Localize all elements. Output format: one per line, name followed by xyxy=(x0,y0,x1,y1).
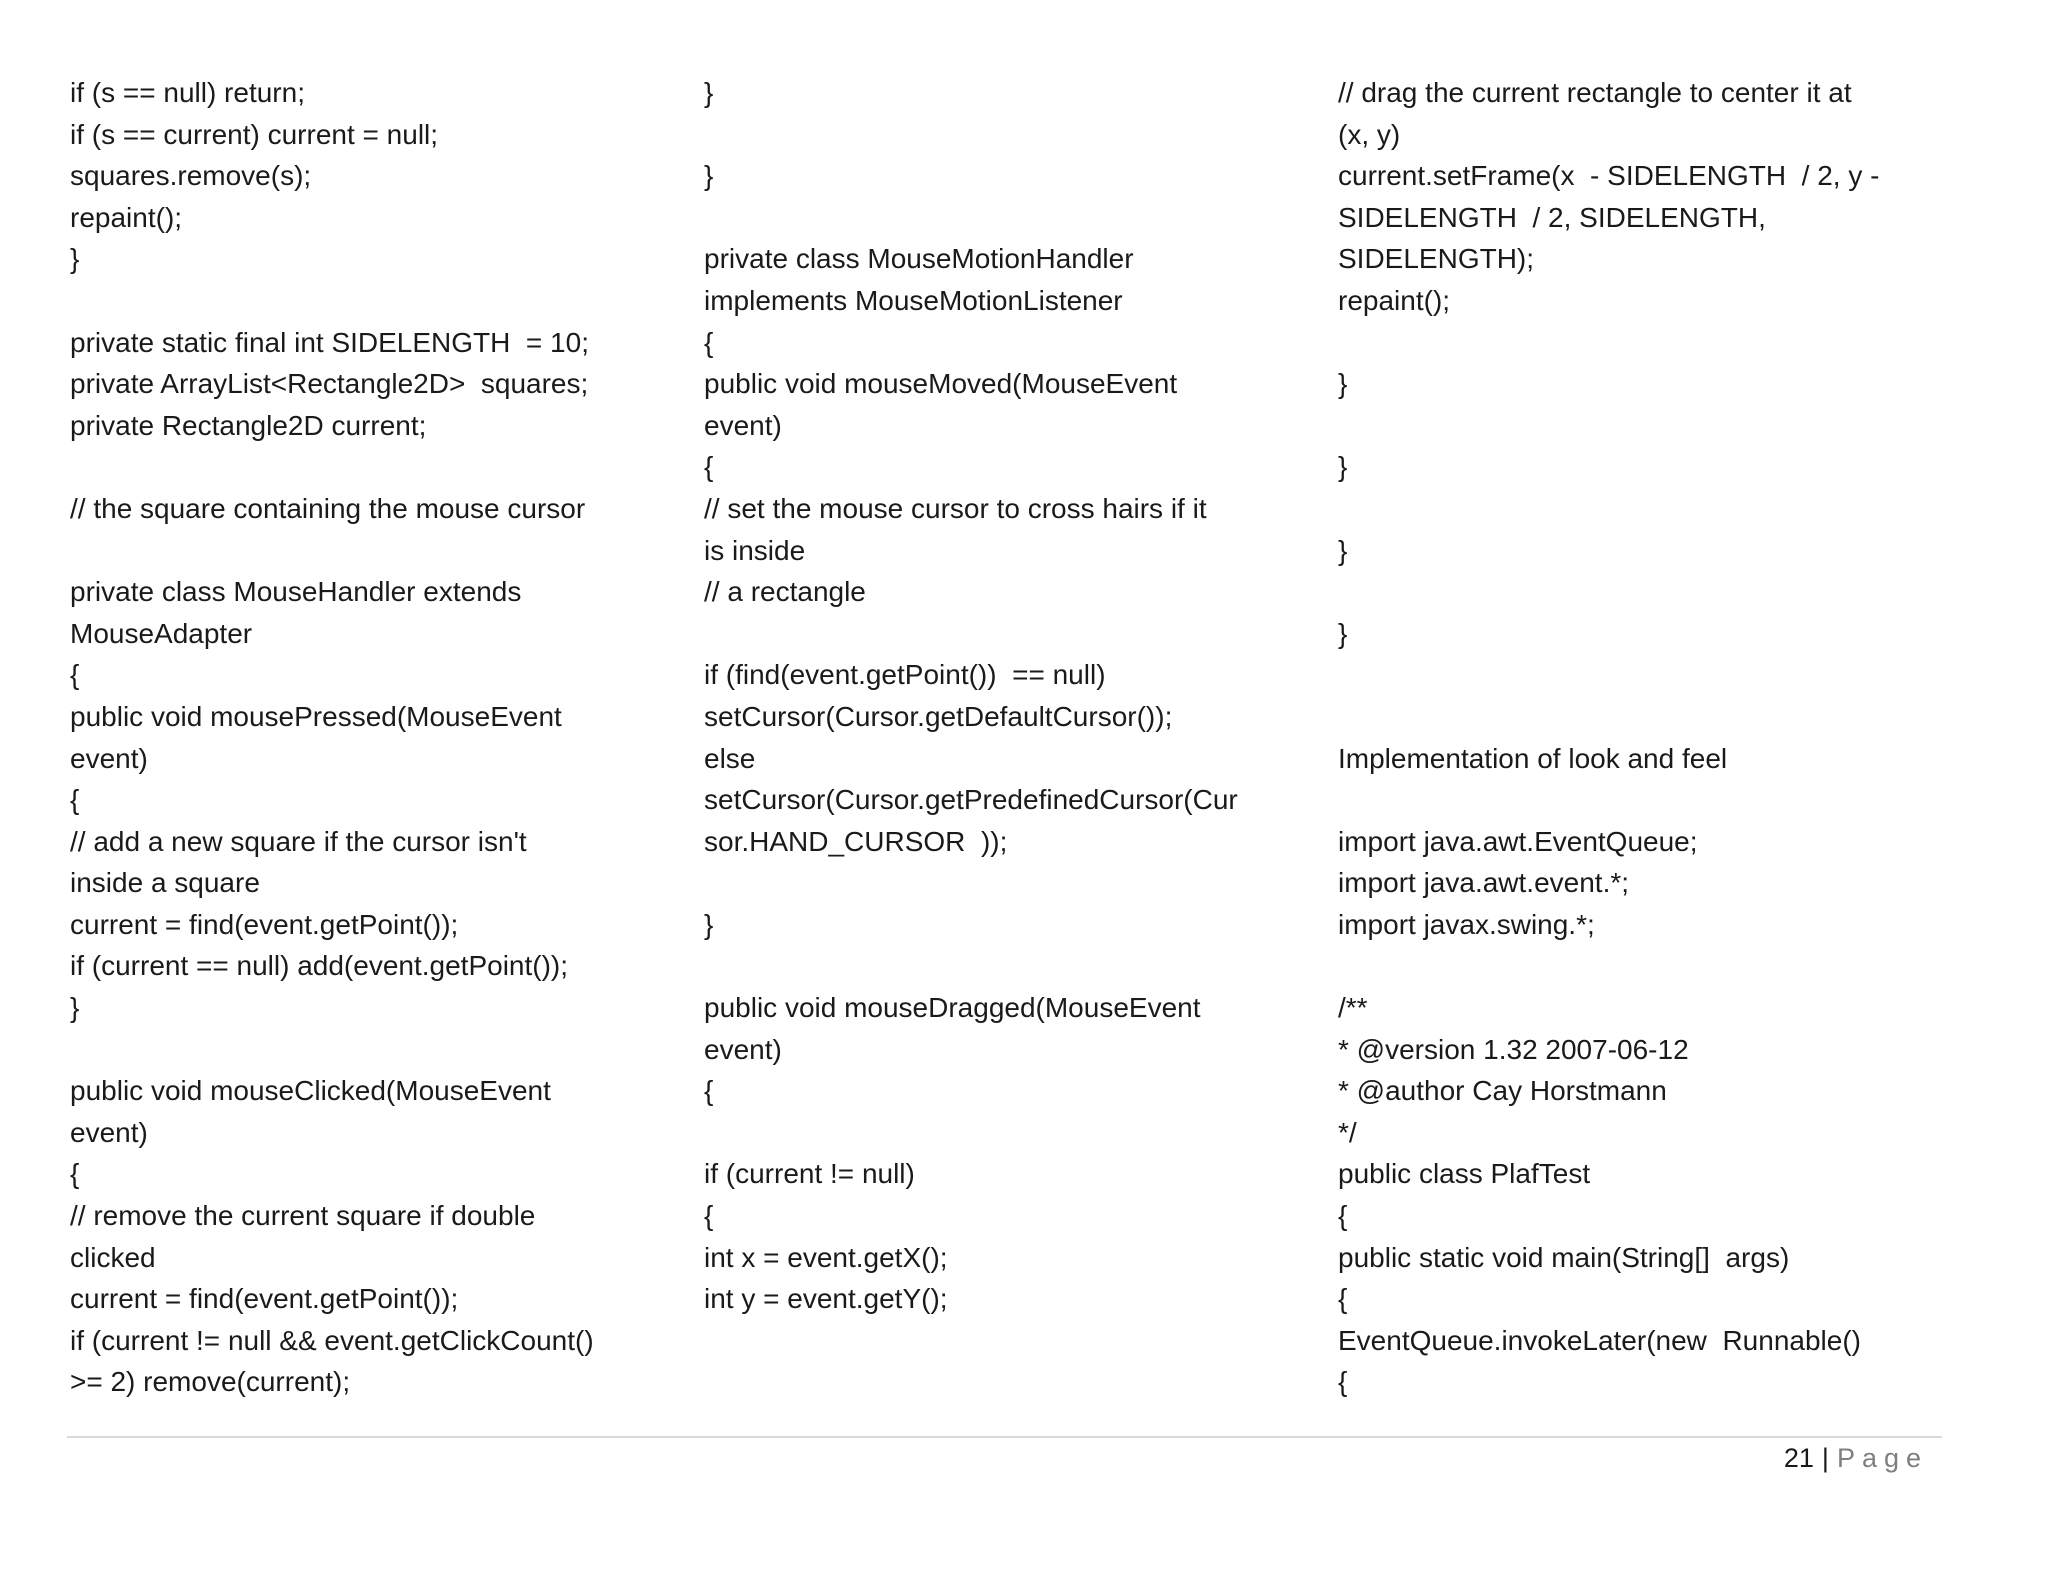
code-line: { xyxy=(704,326,714,358)
code-line: if (find(event.getPoint()) == null) xyxy=(704,659,1106,691)
text-column-1 xyxy=(70,72,690,1403)
code-line: current = find(event.getPoint()); xyxy=(70,908,459,940)
code-line: * @author Cay Horstmann xyxy=(1338,1075,1667,1107)
code-line: { xyxy=(1338,1200,1348,1232)
code-line: } xyxy=(704,908,714,940)
code-line xyxy=(1338,405,1958,447)
code-line: // set the mouse cursor to cross hairs if it xyxy=(704,492,1207,524)
code-line: if (current != null && event.getClickCount() xyxy=(70,1324,594,1356)
code-line: SIDELENGTH / 2, SIDELENGTH, xyxy=(1338,201,1766,233)
code-line: MouseAdapter xyxy=(70,617,253,649)
code-line: current = find(event.getPoint()); xyxy=(70,1283,459,1315)
code-line: >= 2) remove(current); xyxy=(70,1366,351,1398)
code-line xyxy=(1338,696,1958,738)
code-line: } xyxy=(1338,617,1348,649)
code-line: Implementation of look and feel xyxy=(1338,742,1728,774)
code-line: { xyxy=(70,659,80,691)
code-line: // drag the current rectangle to center it at xyxy=(1338,77,1852,108)
code-line: squares.remove(s); xyxy=(70,160,312,192)
code-line: private class MouseHandler extends xyxy=(70,576,522,608)
code-line: else xyxy=(704,742,756,774)
code-line: event) xyxy=(70,742,148,774)
code-line: int y = event.getY(); xyxy=(704,1283,948,1315)
code-line: { xyxy=(704,451,714,483)
footer-separator: | xyxy=(1821,1443,1829,1473)
page-number: 21 xyxy=(1783,1443,1814,1473)
code-line: } xyxy=(704,77,714,108)
footer-divider xyxy=(67,1436,1942,1438)
code-line: setCursor(Cursor.getPredefinedCursor(Cur xyxy=(704,784,1238,816)
code-line: */ xyxy=(1338,1116,1357,1148)
code-line: implements MouseMotionListener xyxy=(704,284,1123,316)
code-line xyxy=(1338,654,1958,696)
code-line: } xyxy=(70,243,80,275)
code-line: } xyxy=(70,992,80,1024)
code-line: } xyxy=(1338,534,1348,566)
code-line xyxy=(1338,488,1958,530)
code-line xyxy=(704,945,1324,987)
code-line: public void mouseClicked(MouseEvent xyxy=(70,1075,551,1107)
code-line: public void mousePressed(MouseEvent xyxy=(70,700,562,732)
code-line: (x, y) xyxy=(1338,118,1401,150)
code-line: SIDELENGTH); xyxy=(1338,243,1535,275)
code-line: event) xyxy=(704,1033,782,1065)
text-column-2 xyxy=(704,72,1324,1320)
code-line: current.setFrame(x - SIDELENGTH / 2, y - xyxy=(1338,160,1880,192)
code-line: repaint(); xyxy=(1338,284,1451,316)
code-line: // remove the current square if double xyxy=(70,1200,536,1232)
code-line: // a rectangle xyxy=(704,576,866,608)
code-line: private Rectangle2D current; xyxy=(70,409,427,441)
code-line xyxy=(704,1112,1324,1154)
code-line xyxy=(70,446,690,488)
code-line xyxy=(1338,945,1958,987)
code-line xyxy=(704,114,1324,156)
code-line: // add a new square if the cursor isn't xyxy=(70,825,527,857)
code-line: import javax.swing.*; xyxy=(1338,908,1595,940)
code-line: is inside xyxy=(704,534,806,566)
text-column-3 xyxy=(1338,72,1958,1403)
code-line: clicked xyxy=(70,1241,156,1273)
code-line: } xyxy=(1338,368,1348,400)
code-line: import java.awt.event.*; xyxy=(1338,867,1630,899)
code-line: repaint(); xyxy=(70,201,183,233)
code-line: private static final int SIDELENGTH = 10; xyxy=(70,326,589,358)
code-line: inside a square xyxy=(70,867,260,899)
code-line: } xyxy=(704,160,714,192)
code-line: import java.awt.EventQueue; xyxy=(1338,825,1698,857)
code-line: { xyxy=(70,1158,80,1190)
code-line: public void mouseDragged(MouseEvent xyxy=(704,992,1201,1024)
code-line: { xyxy=(704,1200,714,1232)
code-line xyxy=(704,613,1324,655)
code-line: { xyxy=(1338,1366,1348,1398)
code-line: // the square containing the mouse cursor xyxy=(70,492,586,524)
code-line: { xyxy=(70,784,80,816)
code-line xyxy=(70,1029,690,1071)
code-line xyxy=(70,280,690,322)
code-line: public static void main(String[] args) xyxy=(1338,1241,1790,1273)
code-line: sor.HAND_CURSOR )); xyxy=(704,825,1008,857)
code-line: if (current == null) add(event.getPoint()); xyxy=(70,950,569,982)
code-line: setCursor(Cursor.getDefaultCursor()); xyxy=(704,700,1173,732)
code-line: private ArrayList<Rectangle2D> squares; xyxy=(70,368,589,400)
code-line xyxy=(704,862,1324,904)
code-line: * @version 1.32 2007-06-12 xyxy=(1338,1033,1689,1065)
code-line: int x = event.getX(); xyxy=(704,1241,948,1273)
code-line: public void mouseMoved(MouseEvent xyxy=(704,368,1178,400)
code-line: public class PlafTest xyxy=(1338,1158,1591,1190)
code-line: if (current != null) xyxy=(704,1158,915,1190)
code-line xyxy=(704,197,1324,239)
code-line: event) xyxy=(704,409,782,441)
page-footer xyxy=(1784,1440,1928,1476)
code-line xyxy=(1338,322,1958,364)
code-line: event) xyxy=(70,1116,148,1148)
code-line xyxy=(1338,571,1958,613)
code-line: /** xyxy=(1338,992,1368,1024)
code-line xyxy=(1338,779,1958,821)
code-line: if (s == current) current = null; xyxy=(70,118,439,150)
code-line: if (s == null) return; xyxy=(70,77,305,108)
code-line: } xyxy=(1338,451,1348,483)
page-label: Page xyxy=(1836,1443,1928,1473)
code-line: private class MouseMotionHandler xyxy=(704,243,1134,275)
code-line: { xyxy=(704,1075,714,1107)
code-line: { xyxy=(1338,1283,1348,1315)
code-line xyxy=(70,530,690,572)
code-line: EventQueue.invokeLater(new Runnable() xyxy=(1338,1324,1861,1356)
